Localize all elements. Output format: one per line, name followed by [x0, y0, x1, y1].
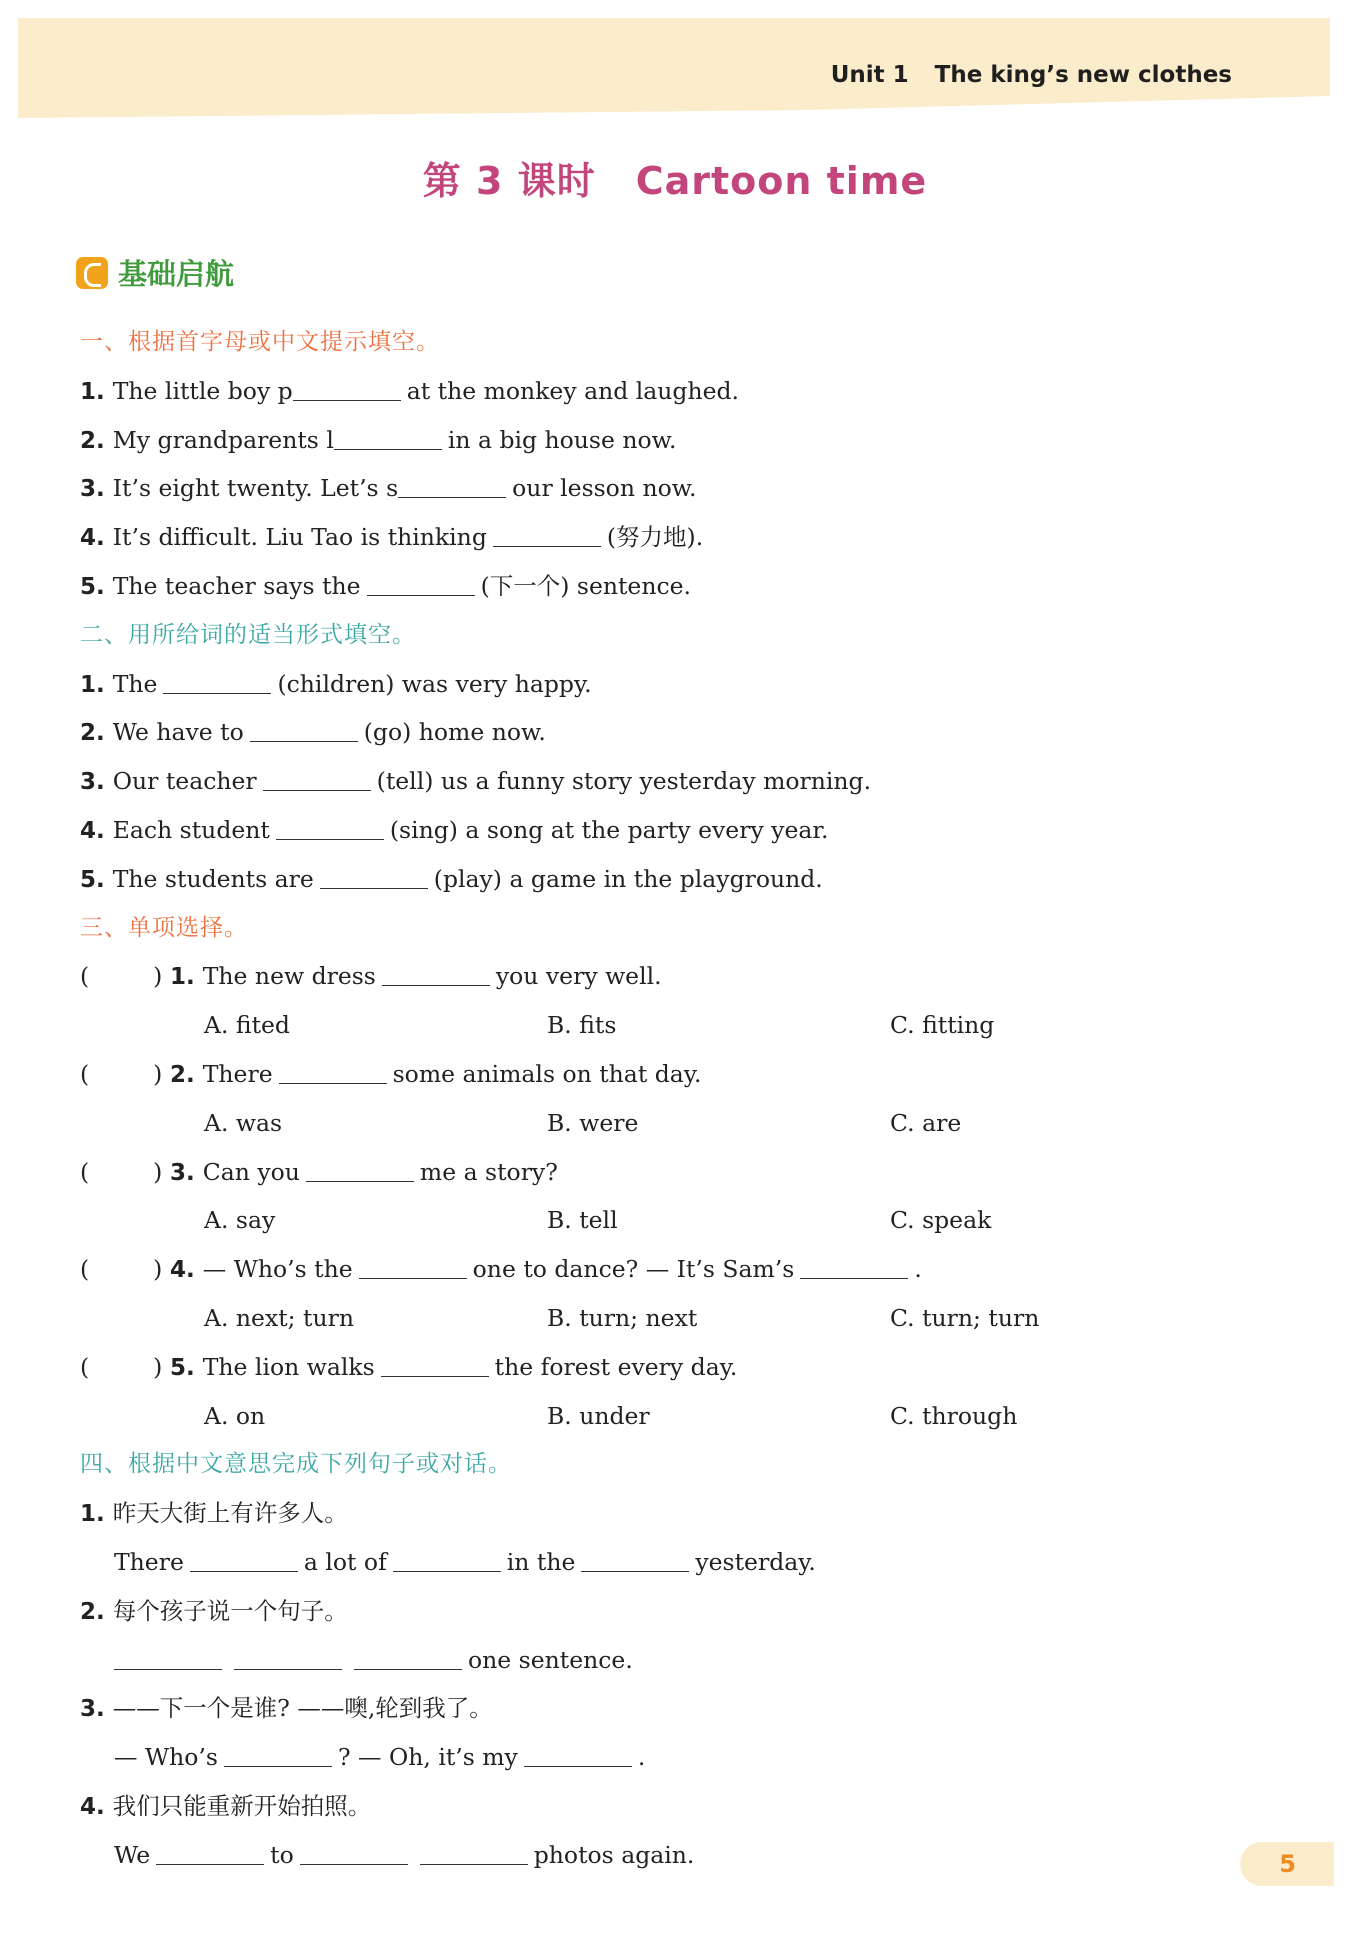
s3-question-2 — [80, 1050, 1280, 1099]
s3-question-5 — [80, 1343, 1280, 1392]
item-text: . — [637, 1743, 646, 1772]
option-b[interactable]: B. tell — [547, 1206, 618, 1235]
paren-open: ( — [80, 962, 90, 991]
chinese-prompt: ——下一个是谁? ——噢,轮到我了。 — [112, 1694, 493, 1723]
paren-open: ( — [80, 1157, 90, 1186]
option-a[interactable]: A. next; turn — [204, 1303, 354, 1332]
item-number: 3. — [170, 1159, 195, 1186]
item-text: (go) home now. — [363, 718, 546, 747]
item-text: Our teacher — [112, 767, 257, 796]
s3-question-1 — [80, 952, 1280, 1001]
s3-options-2 — [80, 1099, 1280, 1148]
option-a[interactable]: A. fited — [204, 1011, 290, 1040]
option-b[interactable]: B. turn; next — [547, 1303, 698, 1332]
s4-answer-4 — [80, 1831, 1280, 1880]
s2-item-4 — [80, 806, 1280, 855]
answer-blank[interactable] — [524, 1742, 632, 1767]
item-text: The little boy p — [112, 376, 293, 405]
item-text: Each student — [112, 815, 270, 844]
answer-bracket[interactable] — [80, 952, 170, 1001]
item-text: There — [202, 1059, 273, 1088]
s1-item-3 — [80, 464, 1280, 513]
option-a[interactable]: A. was — [204, 1108, 283, 1137]
item-text: me a story? — [419, 1157, 558, 1186]
option-b[interactable]: B. were — [547, 1108, 639, 1137]
s2-item-5 — [80, 855, 1280, 904]
answer-blank[interactable] — [800, 1254, 908, 1279]
answer-blank[interactable] — [359, 1254, 467, 1279]
item-number: 1. — [170, 964, 195, 991]
item-text: There — [114, 1547, 184, 1576]
page-number: 5 — [1279, 1850, 1296, 1878]
item-text: The lion walks — [202, 1352, 375, 1381]
answer-blank[interactable] — [224, 1742, 332, 1767]
option-a[interactable]: A. on — [204, 1401, 266, 1430]
s4-answer-2 — [80, 1636, 1280, 1685]
option-b[interactable]: B. under — [547, 1401, 650, 1430]
item-text: We — [114, 1840, 151, 1869]
s1-item-2 — [80, 416, 1280, 465]
item-text: It’s difficult. Liu Tao is thinking — [112, 523, 487, 552]
answer-blank[interactable] — [114, 1645, 222, 1670]
answer-blank[interactable] — [263, 766, 371, 791]
lesson-name: Cartoon time — [635, 159, 928, 203]
s2-item-3 — [80, 757, 1280, 806]
answer-blank[interactable] — [156, 1840, 264, 1865]
item-text: some animals on that day. — [392, 1059, 702, 1088]
item-number: 1. — [80, 378, 105, 405]
paren-close: ) — [153, 1157, 163, 1186]
item-number: 3. — [80, 476, 105, 503]
chinese-prompt: 昨天大街上有许多人。 — [112, 1499, 348, 1528]
paren-close: ) — [153, 1059, 163, 1088]
item-text: . — [914, 1255, 922, 1284]
answer-bracket[interactable] — [80, 1148, 170, 1197]
answer-bracket[interactable] — [80, 1050, 170, 1099]
item-number: 4. — [80, 525, 105, 552]
item-text: The new dress — [202, 962, 376, 991]
s4-prompt-2 — [80, 1587, 1280, 1636]
answer-blank[interactable] — [581, 1547, 689, 1572]
unit-header — [831, 62, 1232, 88]
answer-blank[interactable] — [367, 571, 475, 596]
answer-bracket[interactable] — [80, 1343, 170, 1392]
item-text: one to dance? — It’s Sam’s — [472, 1255, 795, 1284]
item-text: a lot of — [303, 1547, 387, 1576]
item-number: 3. — [80, 1696, 105, 1723]
answer-blank[interactable] — [320, 864, 428, 889]
item-text: yesterday. — [695, 1547, 816, 1576]
unit-label: Unit 1 — [830, 62, 909, 88]
item-number: 4. — [80, 817, 105, 844]
item-text: ? — Oh, it’s my — [337, 1743, 518, 1772]
item-text: The — [112, 669, 158, 698]
item-text: (tell) us a funny story yesterday morning. — [376, 767, 872, 796]
item-number: 1. — [80, 671, 105, 698]
item-text: (children) was very happy. — [277, 669, 592, 698]
answer-blank[interactable] — [493, 522, 601, 547]
item-text: one sentence. — [468, 1645, 633, 1674]
s3-options-5 — [80, 1392, 1280, 1441]
answer-blank[interactable] — [163, 669, 271, 694]
s3-options-3 — [80, 1196, 1280, 1245]
item-number: 5. — [170, 1354, 195, 1381]
item-text: It’s eight twenty. Let’s s — [112, 474, 399, 503]
item-number: 4. — [170, 1257, 195, 1284]
item-text: We have to — [112, 718, 244, 747]
section2-title: 二、用所给词的适当形式填空。 — [80, 621, 416, 648]
answer-blank[interactable] — [234, 1645, 342, 1670]
item-text: at the monkey and laughed. — [406, 376, 739, 405]
paren-open: ( — [80, 1352, 90, 1381]
banner-text: 基础启航 — [118, 257, 235, 291]
paren-close: ) — [153, 962, 163, 991]
s4-prompt-1 — [80, 1489, 1280, 1538]
item-text: Can you — [202, 1157, 300, 1186]
item-text: our lesson now. — [512, 474, 697, 503]
item-number: 2. — [80, 427, 105, 454]
answer-blank[interactable] — [420, 1840, 528, 1865]
paren-close: ) — [153, 1255, 163, 1284]
s4-answer-1 — [80, 1538, 1280, 1587]
item-number: 2. — [170, 1061, 195, 1088]
s3-question-3 — [80, 1148, 1280, 1197]
section3-title: 三、单项选择。 — [80, 914, 248, 941]
item-text: The teacher says the — [112, 571, 361, 600]
option-c[interactable]: C. through — [890, 1401, 1018, 1430]
item-number: 5. — [80, 573, 105, 600]
s2-item-2 — [80, 708, 1280, 757]
section4-title: 四、根据中文意思完成下列句子或对话。 — [80, 1451, 512, 1478]
lesson-title — [0, 150, 1350, 205]
paren-close: ) — [153, 1352, 163, 1381]
unit-name: The king’s new clothes — [934, 62, 1232, 88]
lesson-period: 第 3 课时 — [422, 159, 596, 203]
option-b[interactable]: B. fits — [547, 1011, 617, 1040]
s3-question-4 — [80, 1245, 1280, 1294]
item-text: in the — [506, 1547, 576, 1576]
s1-item-1 — [80, 367, 1280, 416]
option-c[interactable]: C. turn; turn — [890, 1303, 1040, 1332]
answer-blank[interactable] — [276, 815, 384, 840]
answer-bracket[interactable] — [80, 1245, 170, 1294]
option-c[interactable]: C. fitting — [890, 1011, 995, 1040]
option-a[interactable]: A. say — [204, 1206, 276, 1235]
s4-prompt-4 — [80, 1782, 1280, 1831]
s3-options-4 — [80, 1294, 1280, 1343]
answer-blank[interactable] — [354, 1645, 462, 1670]
answer-blank[interactable] — [382, 961, 490, 986]
item-number: 1. — [80, 1501, 105, 1528]
answer-blank[interactable] — [190, 1547, 298, 1572]
item-number: 3. — [80, 769, 105, 796]
item-text: (努力地). — [606, 523, 704, 552]
answer-blank[interactable] — [306, 1157, 414, 1182]
s1-item-4 — [80, 513, 1280, 562]
answer-blank[interactable] — [300, 1840, 408, 1865]
item-text: — Who’s — [114, 1743, 218, 1772]
answer-blank[interactable] — [393, 1547, 501, 1572]
exercise-page — [80, 318, 1280, 1880]
item-text: (下一个) sentence. — [480, 571, 692, 600]
s4-answer-3 — [80, 1733, 1280, 1782]
item-text: (sing) a song at the party every year. — [389, 815, 829, 844]
item-number: 5. — [80, 866, 105, 893]
section-banner — [76, 252, 234, 293]
option-c[interactable]: C. speak — [890, 1206, 992, 1235]
item-number: 2. — [80, 720, 105, 747]
item-text: (play) a game in the playground. — [433, 864, 823, 893]
item-text: to — [270, 1840, 294, 1869]
item-text: photos again. — [533, 1840, 695, 1869]
item-text: you very well. — [495, 962, 662, 991]
paren-open: ( — [80, 1059, 90, 1088]
chinese-prompt: 每个孩子说一个句子。 — [112, 1596, 348, 1625]
s3-options-1 — [80, 1001, 1280, 1050]
answer-blank[interactable] — [279, 1059, 387, 1084]
answer-blank[interactable] — [398, 473, 506, 498]
section1-title: 一、根据首字母或中文提示填空。 — [80, 329, 440, 355]
item-number: 2. — [80, 1598, 105, 1625]
s2-item-1 — [80, 660, 1280, 709]
answer-blank[interactable] — [250, 717, 358, 742]
item-text: the forest every day. — [494, 1352, 738, 1381]
item-text: The students are — [112, 864, 314, 893]
answer-blank[interactable] — [381, 1352, 489, 1377]
answer-blank[interactable] — [334, 425, 442, 450]
paren-open: ( — [80, 1255, 90, 1284]
answer-blank[interactable] — [293, 376, 401, 401]
item-number: 4. — [80, 1793, 105, 1820]
chinese-prompt: 我们只能重新开始拍照。 — [112, 1791, 372, 1820]
anchor-icon — [76, 257, 108, 289]
item-text: My grandparents l — [112, 425, 334, 454]
s1-item-5 — [80, 562, 1280, 611]
option-c[interactable]: C. are — [890, 1108, 962, 1137]
item-text: in a big house now. — [447, 425, 677, 454]
item-text: — Who’s the — [202, 1255, 353, 1284]
s4-prompt-3 — [80, 1684, 1280, 1733]
